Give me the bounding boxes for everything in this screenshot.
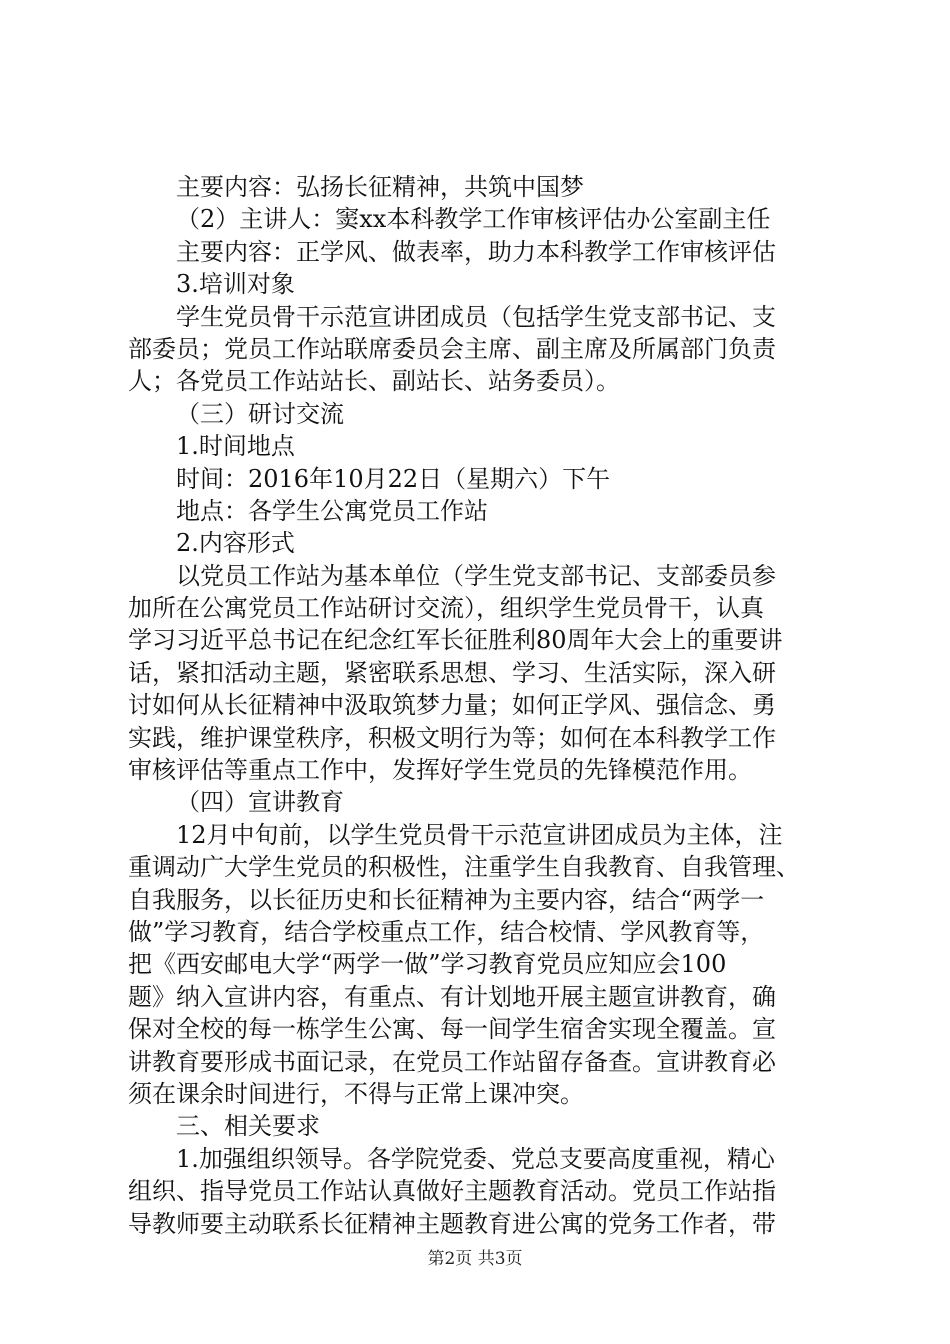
text-line: 学生党员骨干示范宣讲团成员（包括学生党支部书记、支	[176, 302, 776, 331]
document-body	[128, 171, 828, 1240]
text-line: 主要内容：正学风、做表率，助力本科教学工作审核评估	[176, 237, 776, 266]
text-line: 地点：各学生公寓党员工作站	[176, 496, 488, 525]
text-line: 加所在公寓党员工作站研讨交流），组织学生党员骨干，认真	[128, 594, 764, 623]
text-line: 审核评估等重点工作中，发挥好学生党员的先锋模范作用。	[128, 756, 752, 785]
section-heading: （三）研讨交流	[176, 399, 344, 428]
text-line: 12月中旬前，以学生党员骨干示范宣讲团成员为主体，注	[176, 820, 783, 849]
text-line: 做”学习教育，结合学校重点工作，结合校情、学风教育等，	[128, 917, 765, 946]
text-line: 部委员；党员工作站联席委员会主席、副主席及所属部门负责	[128, 334, 776, 363]
section-heading: 3.培训对象	[176, 270, 295, 299]
text-line: 题》纳入宣讲内容，有重点、有计划地开展主题宣讲教育，确	[128, 982, 776, 1011]
page-number: 第2页 共3页	[427, 1249, 523, 1269]
section-heading: 三、相关要求	[176, 1112, 320, 1141]
text-line: 学习习近平总书记在纪念红军长征胜利80周年大会上的重要讲	[128, 626, 783, 655]
text-line: 把《西安邮电大学“两学一做”学习教育党员应知应会100	[128, 950, 727, 979]
text-line: （2）主讲人：窦xx本科教学工作审核评估办公室副主任	[176, 205, 771, 234]
section-heading: 2.内容形式	[176, 529, 295, 558]
section-heading: （四）宣讲教育	[176, 788, 344, 817]
text-line: 以党员工作站为基本单位（学生党支部书记、支部委员参	[176, 561, 776, 590]
text-line: 人；各党员工作站站长、副站长、站务委员）。	[128, 367, 620, 396]
text-line: 实践，维护课堂秩序，积极文明行为等；如何在本科教学工作	[128, 723, 776, 752]
text-line: 讲教育要形成书面记录，在党员工作站留存备查。宣讲教育必	[128, 1047, 776, 1076]
section-heading: 1.时间地点	[176, 432, 295, 461]
text-line: 自我服务，以长征历史和长征精神为主要内容，结合“两学一	[128, 885, 765, 914]
text-line: 时间：2016年10月22日（星期六）下午	[176, 464, 611, 493]
text-line: 讨如何从长征精神中汲取筑梦力量；如何正学风、强信念、勇	[128, 691, 776, 720]
text-line: 主要内容：弘扬长征精神，共筑中国梦	[176, 173, 584, 201]
text-line: 话，紧扣活动主题，紧密联系思想、学习、生活实际，深入研	[128, 658, 776, 687]
text-line: 组织、指导党员工作站认真做好主题教育活动。党员工作站指	[128, 1177, 776, 1206]
text-line: 须在课余时间进行，不得与正常上课冲突。	[128, 1079, 584, 1108]
text-line: 导教师要主动联系长征精神主题教育进公寓的党务工作者，带	[128, 1209, 776, 1238]
text-line: 保对全校的每一栋学生公寓、每一间学生宿舍实现全覆盖。宣	[128, 1015, 776, 1044]
text-line: 1.加强组织领导。各学院党委、党总支要高度重视，精心	[176, 1144, 775, 1173]
text-line: 重调动广大学生党员的积极性，注重学生自我教育、自我管理、	[128, 853, 800, 882]
